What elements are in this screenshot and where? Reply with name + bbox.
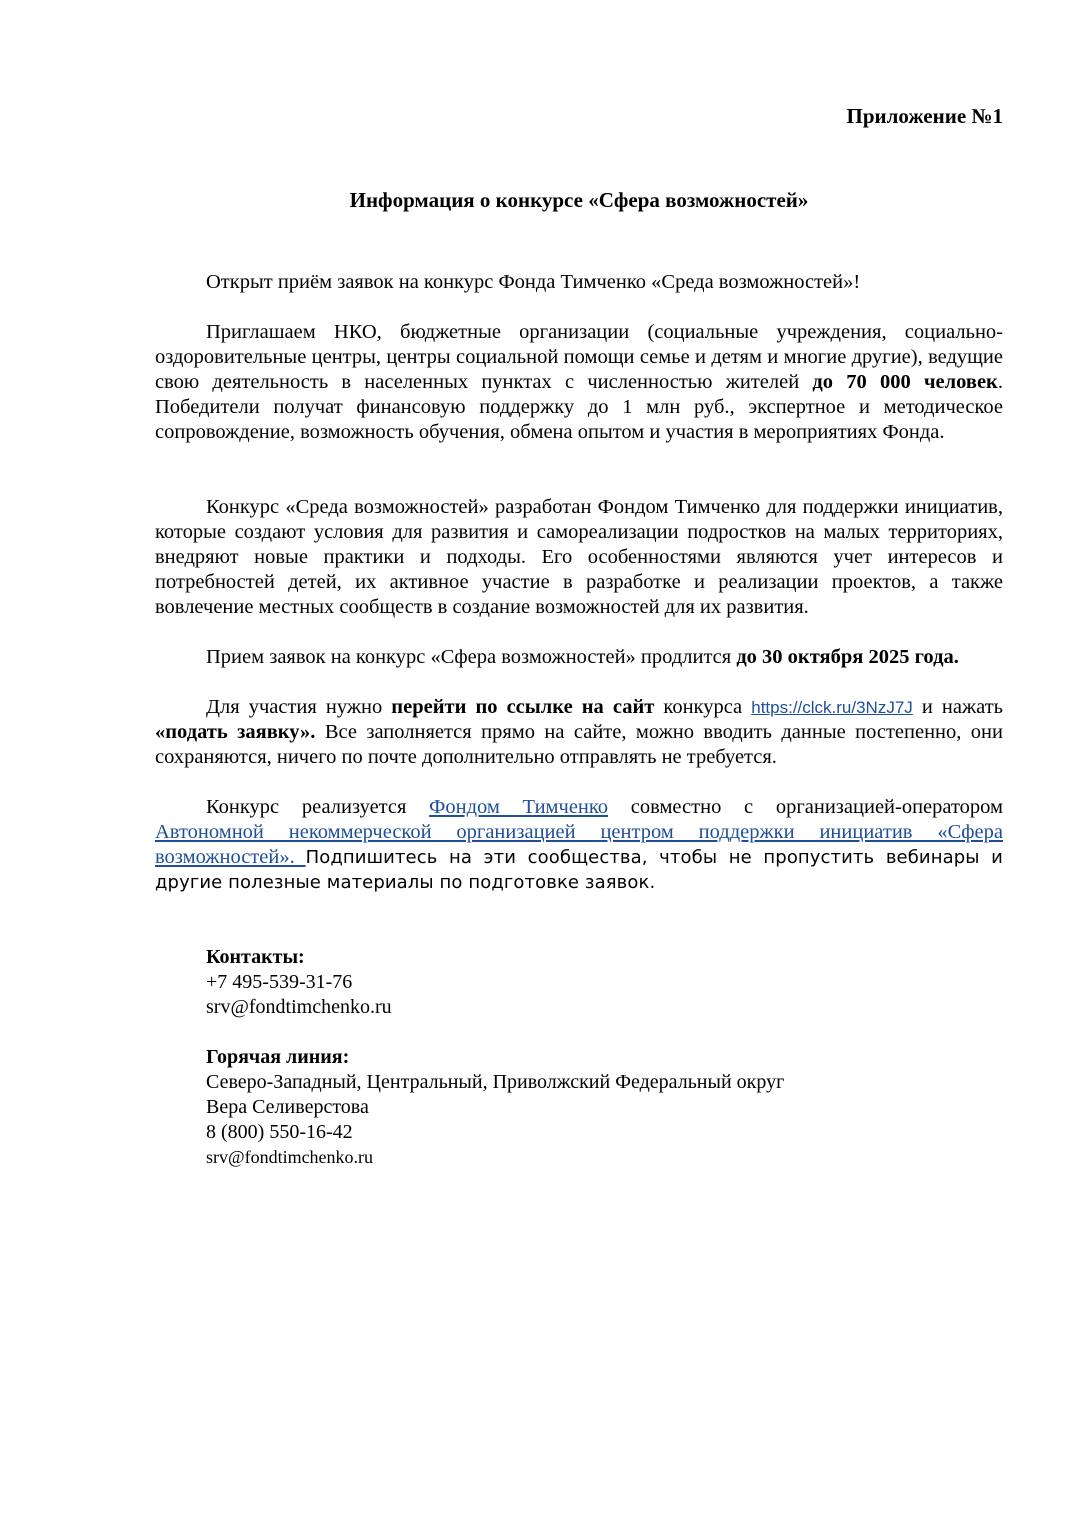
paragraph-organizers — [155, 795, 1003, 895]
operator-organization-link[interactable]: Автономной некоммерческой организацией центром поддержки инициатив «Сфера возможностей». — [155, 821, 1003, 868]
apply-text-3: и нажать — [912, 696, 1003, 718]
description-text: Конкурс «Среда возможностей» разработан Фондом Тимченко для поддержки инициатив, которые создают условия для развития и самореализации подростков на малых территориях, внедряют новые практики и подходы. Его особенностями являются учет интересов и потребностей детей, их активное участие в разработке и реализации проектов, а также вовлечение местных сообществ в создание возможностей для их развития. — [155, 496, 1003, 618]
contest-site-link[interactable]: https://clck.ru/3NzJ7J — [751, 698, 913, 717]
contacts-phone: +7 495-539-31-76 — [206, 971, 353, 993]
paragraph-how-to-apply — [155, 695, 1003, 770]
paragraph-description — [155, 495, 1003, 620]
paragraph-announcement — [155, 270, 1003, 295]
apply-text-1: Для участия нужно — [206, 696, 392, 718]
contacts-heading: Контакты: — [206, 946, 305, 968]
document-title: Информация о конкурсе «Сфера возможностей» — [349, 188, 809, 212]
deadline-text: Прием заявок на конкурс «Сфера возможностей» продлится — [206, 646, 737, 668]
timchenko-foundation-link[interactable]: Фондом Тимченко — [429, 796, 609, 818]
apply-text-4: Все заполняется прямо на сайте, можно вводить данные постепенно, они сохраняются, ничего по почте дополнительно отправлять не требуется. — [155, 721, 1003, 768]
announcement-text: Открыт приём заявок на конкурс Фонда Тимченко «Среда возможностей»! — [206, 271, 861, 293]
hotline-phone: 8 (800) 550-16-42 — [206, 1121, 353, 1143]
spacer — [206, 1020, 784, 1045]
paragraph-invitation — [155, 320, 1003, 445]
apply-text-2: конкурса — [654, 696, 752, 718]
deadline-date: до 30 октября 2025 года. — [736, 646, 959, 668]
hotline-person: Вера Селиверстова — [206, 1096, 369, 1118]
organizers-text-1: Конкурс реализуется — [206, 796, 430, 818]
organizers-text-2: совместно с организацией-оператором — [608, 796, 1003, 818]
subscribe-text: Подпишитесь на эти сообщества, чтобы не пропустить вебинары и другие полезные материалы по подготовке заявок. — [155, 847, 1003, 893]
appendix-label: Приложение №1 — [846, 104, 1003, 128]
population-limit: до 70 000 человек — [812, 371, 998, 393]
paragraph-deadline — [155, 645, 1003, 670]
hotline-regions: Северо-Западный, Центральный, Приволжский Федеральный округ — [206, 1071, 785, 1093]
apply-bold-2: «подать заявку». — [155, 721, 316, 743]
invitation-benefits: . Победители получат финансовую поддержку до 1 млн руб., экспертное и методическое сопровождение, возможность обучения, обмена опытом и участия в мероприятиях Фонда. — [155, 371, 1003, 443]
invitation-text: Приглашаем НКО, бюджетные организации (социальные учреждения, социально-оздоровительные центры, центры социальной помощи семье и детям и многие другие), ведущие свою деятельность в населенных пунктах с численностью жителей — [155, 321, 1003, 393]
hotline-email: srv@fondtimchenko.ru — [206, 1147, 374, 1167]
apply-bold-1: перейти по ссылке на сайт — [391, 696, 655, 718]
hotline-heading: Горячая линия: — [206, 1046, 350, 1068]
contacts-email: srv@fondtimchenko.ru — [206, 996, 392, 1018]
contacts-block — [206, 945, 784, 1170]
